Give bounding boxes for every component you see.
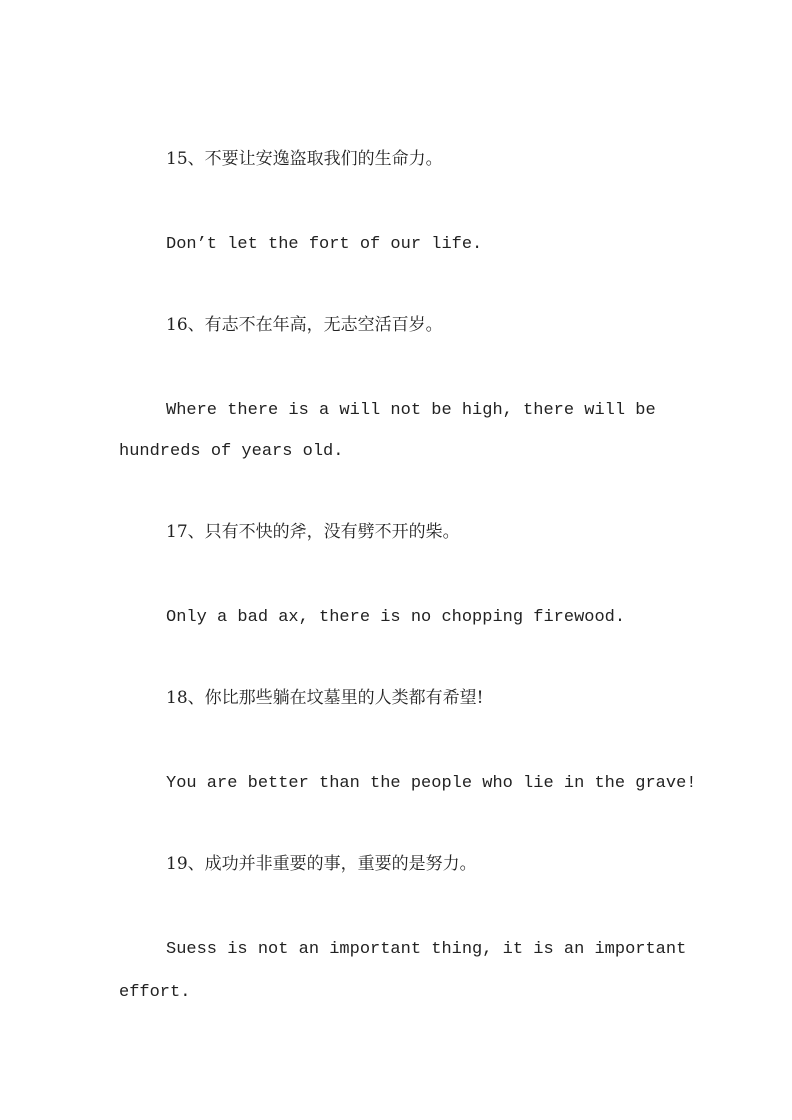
quote-19-english-line-2: effort. <box>119 983 191 1002</box>
quote-17-chinese: 17、只有不快的斧，没有劈不开的柴。 <box>166 522 460 542</box>
quote-19-chinese: 19、成功并非重要的事，重要的是努力。 <box>166 854 477 874</box>
quote-16-english-line-2: hundreds of years old. <box>119 442 344 461</box>
quote-18-chinese: 18、你比那些躺在坟墓里的人类都有希望! <box>166 688 484 708</box>
quote-17-english: Only a bad ax, there is no chopping firewood. <box>166 608 626 627</box>
quote-15-chinese: 15、不要让安逸盗取我们的生命力。 <box>166 149 443 169</box>
quote-19-english-line-1: Suess is not an important thing, it is an important <box>166 940 687 959</box>
quote-18-english: You are better than the people who lie in the grave! <box>166 774 697 793</box>
quote-16-chinese: 16、有志不在年高，无志空活百岁。 <box>166 315 443 335</box>
quote-16-english-line-1: Where there is a will not be high, there will be <box>166 401 656 420</box>
quote-15-english: Don’t let the fort of our life. <box>166 235 483 254</box>
